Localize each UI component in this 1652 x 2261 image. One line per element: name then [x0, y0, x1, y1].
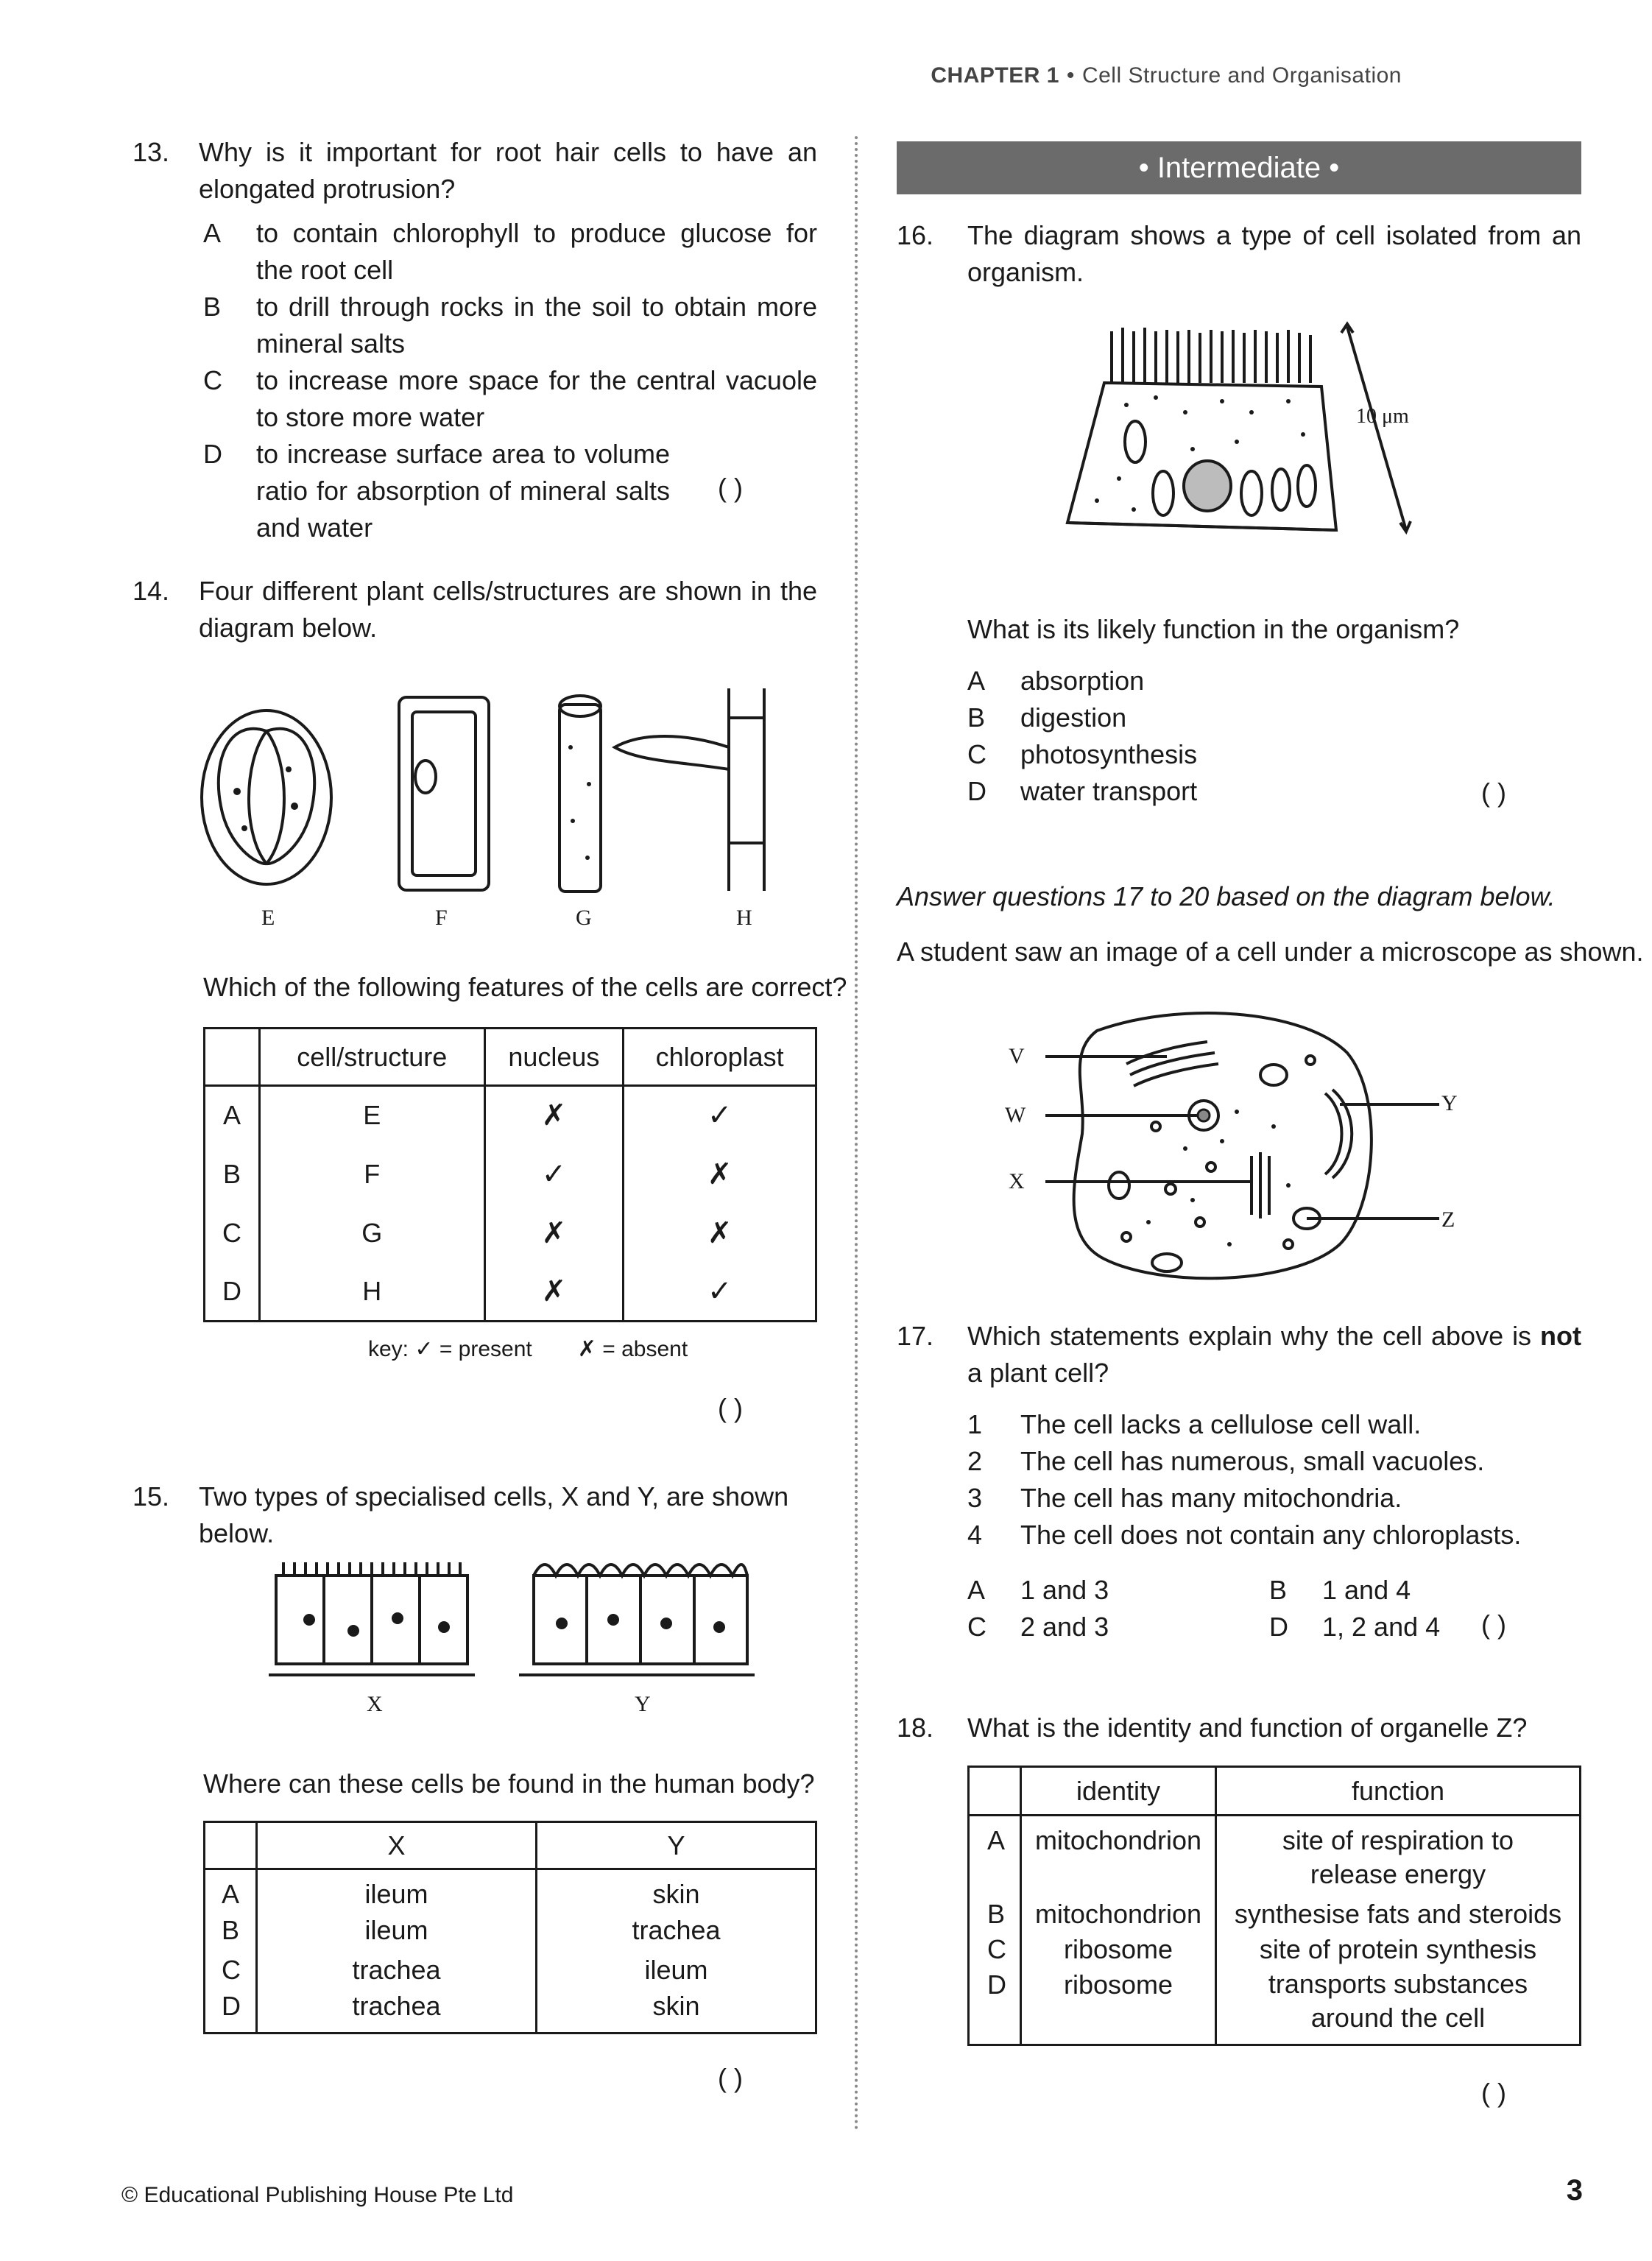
- q15-table: [203, 1821, 817, 2034]
- col-header: nucleus: [484, 1029, 624, 1086]
- question-14-prompt: Which of the following features of the cells are correct?: [203, 972, 847, 1002]
- question-number: 14.: [133, 576, 170, 606]
- label-h: H: [736, 906, 752, 930]
- statement-4: 4 The cell does not contain any chloroplasts.: [967, 1520, 1522, 1550]
- table-row[interactable]: D trachea skin: [205, 1990, 816, 2034]
- difficulty-banner: • Intermediate •: [897, 141, 1581, 194]
- q17-statements: [967, 1406, 1581, 1553]
- option-c[interactable]: C photosynthesis: [967, 739, 1198, 769]
- page-number: 3: [1566, 2174, 1583, 2207]
- option-a[interactable]: A absorption: [967, 666, 1145, 696]
- chapter-topic: Cell Structure and Organisation: [1081, 63, 1402, 88]
- chapter-label: CHAPTER 1: [931, 63, 1059, 88]
- table-row[interactable]: B mitochondrion synthesise fats and steroids: [969, 1891, 1581, 1932]
- option-b[interactable]: B digestion: [967, 702, 1127, 733]
- label-x: X: [367, 1692, 383, 1716]
- page-header: CHAPTER 1 • Cell Structure and Organisation: [931, 63, 1402, 88]
- answer-bracket-17[interactable]: ( ): [1481, 1609, 1506, 1640]
- q18-table: [967, 1766, 1581, 2046]
- table-key: key: ✓ = present ✗ = absent: [368, 1337, 688, 1361]
- cell-label-w: W: [1005, 1103, 1026, 1127]
- label-g: G: [576, 906, 592, 930]
- question-number: 17.: [897, 1321, 934, 1351]
- table-row[interactable]: C G ✗ ✗: [205, 1204, 816, 1263]
- table-row[interactable]: B ileum trachea: [205, 1911, 816, 1950]
- question-number: 16.: [897, 220, 934, 250]
- animal-cell-diagram: [1031, 1001, 1443, 1296]
- q14-table: [203, 1027, 817, 1322]
- col-header: Y: [537, 1822, 816, 1869]
- copyright-footer: © Educational Publishing House Pte Ltd: [121, 2183, 514, 2207]
- question-text: The diagram shows a type of cell isolated from an organism.: [967, 220, 1581, 287]
- plant-cells-diagram: [199, 688, 788, 898]
- statement-3: 3 The cell has many mitochondria.: [967, 1483, 1402, 1513]
- question-number: 15.: [133, 1481, 170, 1512]
- question-text: Which statements explain why the cell above is not a plant cell?: [967, 1321, 1581, 1388]
- table-row[interactable]: A mitochondrion site of respiration to release energy: [969, 1816, 1581, 1892]
- intro-text: A student saw an image of a cell under a microscope as shown.: [897, 937, 1644, 967]
- col-header: X: [257, 1822, 537, 1869]
- cell-label-z: Z: [1441, 1207, 1455, 1232]
- question-15-prompt: Where can these cells be found in the human body?: [203, 1768, 815, 1799]
- statement-1: 1 The cell lacks a cellulose cell wall.: [967, 1409, 1422, 1439]
- table-row[interactable]: D H ✗ ✓: [205, 1263, 816, 1322]
- col-header: chloroplast: [624, 1029, 816, 1086]
- question-18: [897, 1710, 1581, 1746]
- answer-bracket-15[interactable]: ( ): [718, 2063, 743, 2093]
- column-divider: [855, 136, 858, 2131]
- question-16: [897, 217, 1581, 291]
- option-c[interactable]: C 2 and 3: [967, 1612, 1109, 1642]
- statement-2: 2 The cell has numerous, small vacuoles.: [967, 1446, 1485, 1476]
- epithelial-cell-diagram: [1053, 317, 1421, 545]
- cell-label-y: Y: [1441, 1091, 1458, 1115]
- cell-label-v: V: [1009, 1044, 1025, 1068]
- option-a[interactable]: A 1 and 3: [967, 1575, 1109, 1605]
- specialised-cells-diagram: [269, 1553, 784, 1686]
- question-14: [133, 573, 817, 646]
- question-text: Two types of specialised cells, X and Y, are shown below.: [199, 1481, 789, 1548]
- question-number: 13.: [133, 137, 170, 167]
- instruction-text: Answer questions 17 to 20 based on the diagram below.: [897, 881, 1556, 911]
- question-16-prompt: What is its likely function in the organism?: [967, 614, 1460, 644]
- table-row[interactable]: D ribosome transports substances around the cell: [969, 1967, 1581, 2045]
- table-row[interactable]: A E ✗ ✓: [205, 1086, 816, 1145]
- question-text: Why is it important for root hair cells to have an elongated protrusion?: [199, 137, 817, 204]
- question-17: [897, 1318, 1581, 1391]
- option-d[interactable]: D 1, 2 and 4: [1269, 1612, 1441, 1642]
- question-number: 18.: [897, 1712, 934, 1743]
- col-header: function: [1216, 1767, 1581, 1816]
- label-y: Y: [635, 1692, 651, 1716]
- col-header: cell/structure: [260, 1029, 485, 1086]
- option-b[interactable]: B 1 and 4: [1269, 1575, 1411, 1605]
- cell-label-x: X: [1009, 1169, 1025, 1193]
- option-d[interactable]: D to increase surface area to volume ratio for absorption of mineral salts and water: [203, 439, 670, 543]
- answer-bracket-14[interactable]: ( ): [718, 1393, 743, 1423]
- table-row[interactable]: A ileum skin: [205, 1869, 816, 1911]
- option-c[interactable]: C to increase more space for the central vacuole to store more water: [203, 365, 817, 432]
- table-row[interactable]: C trachea ileum: [205, 1950, 816, 1990]
- label-f: F: [435, 906, 448, 930]
- option-b[interactable]: B to drill through rocks in the soil to obtain more mineral salts: [203, 292, 817, 359]
- option-d[interactable]: D water transport: [967, 776, 1198, 806]
- question-15: [133, 1478, 817, 1552]
- table-row[interactable]: C ribosome site of protein synthesis: [969, 1932, 1581, 1967]
- question-text: What is the identity and function of organelle Z?: [967, 1712, 1528, 1743]
- answer-bracket-16[interactable]: ( ): [1481, 777, 1506, 808]
- col-header: identity: [1021, 1767, 1216, 1816]
- scale-label: 10 μm: [1356, 405, 1409, 428]
- option-a[interactable]: A to contain chlorophyll to produce glucose for the root cell: [203, 218, 817, 285]
- label-e: E: [261, 906, 275, 930]
- question-text: Four different plant cells/structures are shown in the diagram below.: [199, 576, 817, 643]
- question-13: [133, 134, 817, 546]
- answer-bracket-18[interactable]: ( ): [1481, 2078, 1506, 2108]
- table-row[interactable]: B F ✓ ✗: [205, 1145, 816, 1204]
- answer-bracket-13[interactable]: ( ): [718, 473, 743, 503]
